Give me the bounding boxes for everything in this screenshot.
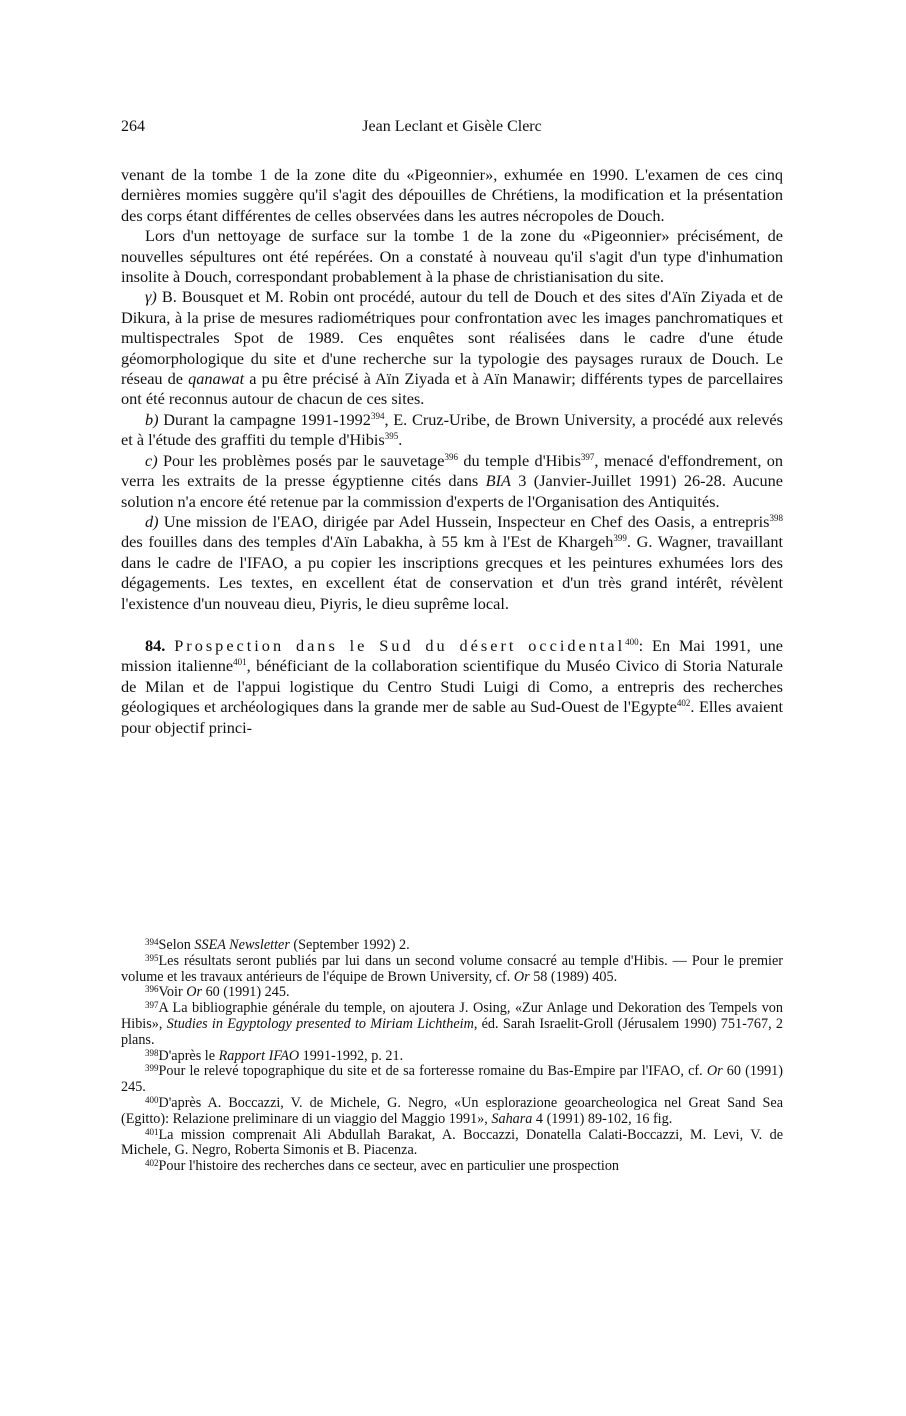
section-title: Prospection dans le Sud du désert occidental [174,635,626,655]
item-label: b) [145,409,159,429]
footnote-395: $^{395}$Les résultats seront publiés par lui dans un second volume consacré au temple d'Hibis. — Pour le premier volume et les travaux antérieurs de l'équipe de Brown University, cf. Or 58 (1989) 405. [121,952,783,985]
item-label: γ) [145,287,157,307]
paragraph-gamma: γ) B. Bousquet et M. Robin ont procédé, autour du tell de Douch et des sites d'Aïn Ziyada et de Dikura, à la prise de mesures radiométriques pour confrontation avec les images panchromatiques et multispectrales Spot de 1989. Ces enquêtes sont réalisées dans le cadre d'une étude géomorphologique du site et d'une recherche sur la typologie des paysages ruraux de Douch. Le réseau de qanawat a pu être précisé à Aïn Ziyada et à Aïn Manawir; différents types de parcellaires ont été reconnus autour de chacun de ces sites. [121,287,783,409]
footnote-398: $^{398}$D'après le Rapport IFAO 1991-1992, p. 21. [145,1047,404,1064]
footnote-ref[interactable]: 398 [769,512,783,523]
item-label: d) [145,511,159,531]
footnotes [121,938,783,1175]
page-number: 264 [121,118,145,135]
footnote-ref[interactable]: 397 [580,451,595,462]
section-number: 84. [145,635,166,655]
footnote-ref[interactable]: 396 [444,451,458,462]
footnote-ref[interactable]: 400 [625,636,639,647]
footnote-399: $^{399}$Pour le relevé topographique du site et de sa forteresse romaine du Bas-Empire par l'IFAO, cf. Or 60 (1991) 245. [121,1063,783,1096]
paragraph-2: Lors d'un nettoyage de surface sur la tombe 1 de la zone du «Pigeonnier» précisément, de nouvelles sépultures ont été repérées. On a constaté à nouveau qu'il s'agit d'un type d'inhumation insolite à Douch, correspondant probablement à la phase de christianisation du site. [121,226,783,287]
footnote-396: $^{396}$Voir Or 60 (1991) 245. [145,984,290,1001]
footnote-ref[interactable]: 395 [384,431,399,442]
footnote-402: $^{402}$Pour l'histoire des recherches dans ce secteur, avec en particulier une prospection [145,1158,620,1175]
term-qanawat: qanawat [188,369,245,389]
running-title: Jean Leclant et Gisèle Clerc [362,118,542,135]
main-text [121,165,783,738]
running-header [121,118,783,142]
item-label: c) [145,450,158,470]
footnote-397: $^{397}$A La bibliographie générale du temple, on ajoutera J. Osing, «Zur Anlage und Dekoration des Tempels von Hibis», Studies in Egyptology presented to Miriam Lichtheim, éd. Sarah Israelit-Groll (Jérusalem 1990) 751-767, 2 plans. [121,1000,783,1048]
section-84: 84. Prospection dans le Sud du désert occidental$^{400}$: En Mai 1991, une mission italienne$^{401}$, bénéficiant de la collaboration scientifique du Muséo Civico di Storia Naturale de Milan et de l'appui logistique du Centro Studi Luigi di Como, a entrepris des recherches géologiques et archéologiques dans la grande mer de sable au Sud-Ouest de l'Egypte$^{402}$. Elles avaient pour objectif princi- [121,635,784,737]
footnote-ref[interactable]: 399 [613,533,627,544]
footnote-ref[interactable]: 402 [676,698,691,709]
footnote-ref[interactable]: 401 [233,657,247,668]
footnote-394: $^{394}$Selon SSEA Newsletter (September 1992) 2. [145,937,410,953]
footnote-401: $^{401}$La mission comprenait Ali Abdullah Barakat, A. Boccazzi, Donatella Calati-Boccazzi, M. Levi, V. de Michele, G. Negro, Roberta Simonis et B. Piacenza. [121,1126,783,1159]
journal-bia: BIA [485,471,511,491]
paragraph-1: venant de la tombe 1 de la zone dite du «Pigeonnier», exhumée en 1990. L'examen de ces cinq dernières momies suggère qu'il s'agit des dépouilles de Chrétiens, la modification et la présentation des corps étant différentes de celles observées dans les autres nécropoles de Douch. [121,165,783,225]
paragraph-d: d) Une mission de l'EAO, dirigée par Adel Hussein, Inspecteur en Chef des Oasis, a entrepris$^{398}$ des fouilles dans des temples d'Aïn Labakha, à 55 km à l'Est de Khargeh$^{399}$. G. Wagner, travaillant dans le cadre de l'IFAO, a pu copier les inscriptions grecques et les peintures exhumées lors des dégagements. Les textes, en excellent état de conservation et d'un très grand intérêt, révèlent l'existence d'un nouveau dieu, Piyris, le dieu suprême local. [121,511,784,613]
paragraph-b: b) Durant la campagne 1991-1992$^{394}$, E. Cruz-Uribe, de Brown University, a procédé aux relevés et à l'étude des graffiti du temple d'Hibis$^{395}$. [121,409,783,450]
footnote-400: $^{400}$D'après A. Boccazzi, V. de Michele, G. Negro, «Un esplorazione geoarcheologica nel Great Sand Sea (Egitto): Relazione preliminare di un viaggio del Maggio 1991», Sahara 4 (1991) 89-102, 16 fig. [121,1094,783,1127]
paragraph-c: c) Pour les problèmes posés par le sauvetage$^{396}$ du temple d'Hibis$^{397}$, menacé d'effondrement, on verra les extraits de la presse égyptienne cités dans BIA 3 (Janvier-Juillet 1991) 26-28. Aucune solution n'a encore été retenue par la commission d'experts de l'Organisation des Antiquités. [121,450,784,511]
footnote-ref[interactable]: 394 [370,410,385,421]
